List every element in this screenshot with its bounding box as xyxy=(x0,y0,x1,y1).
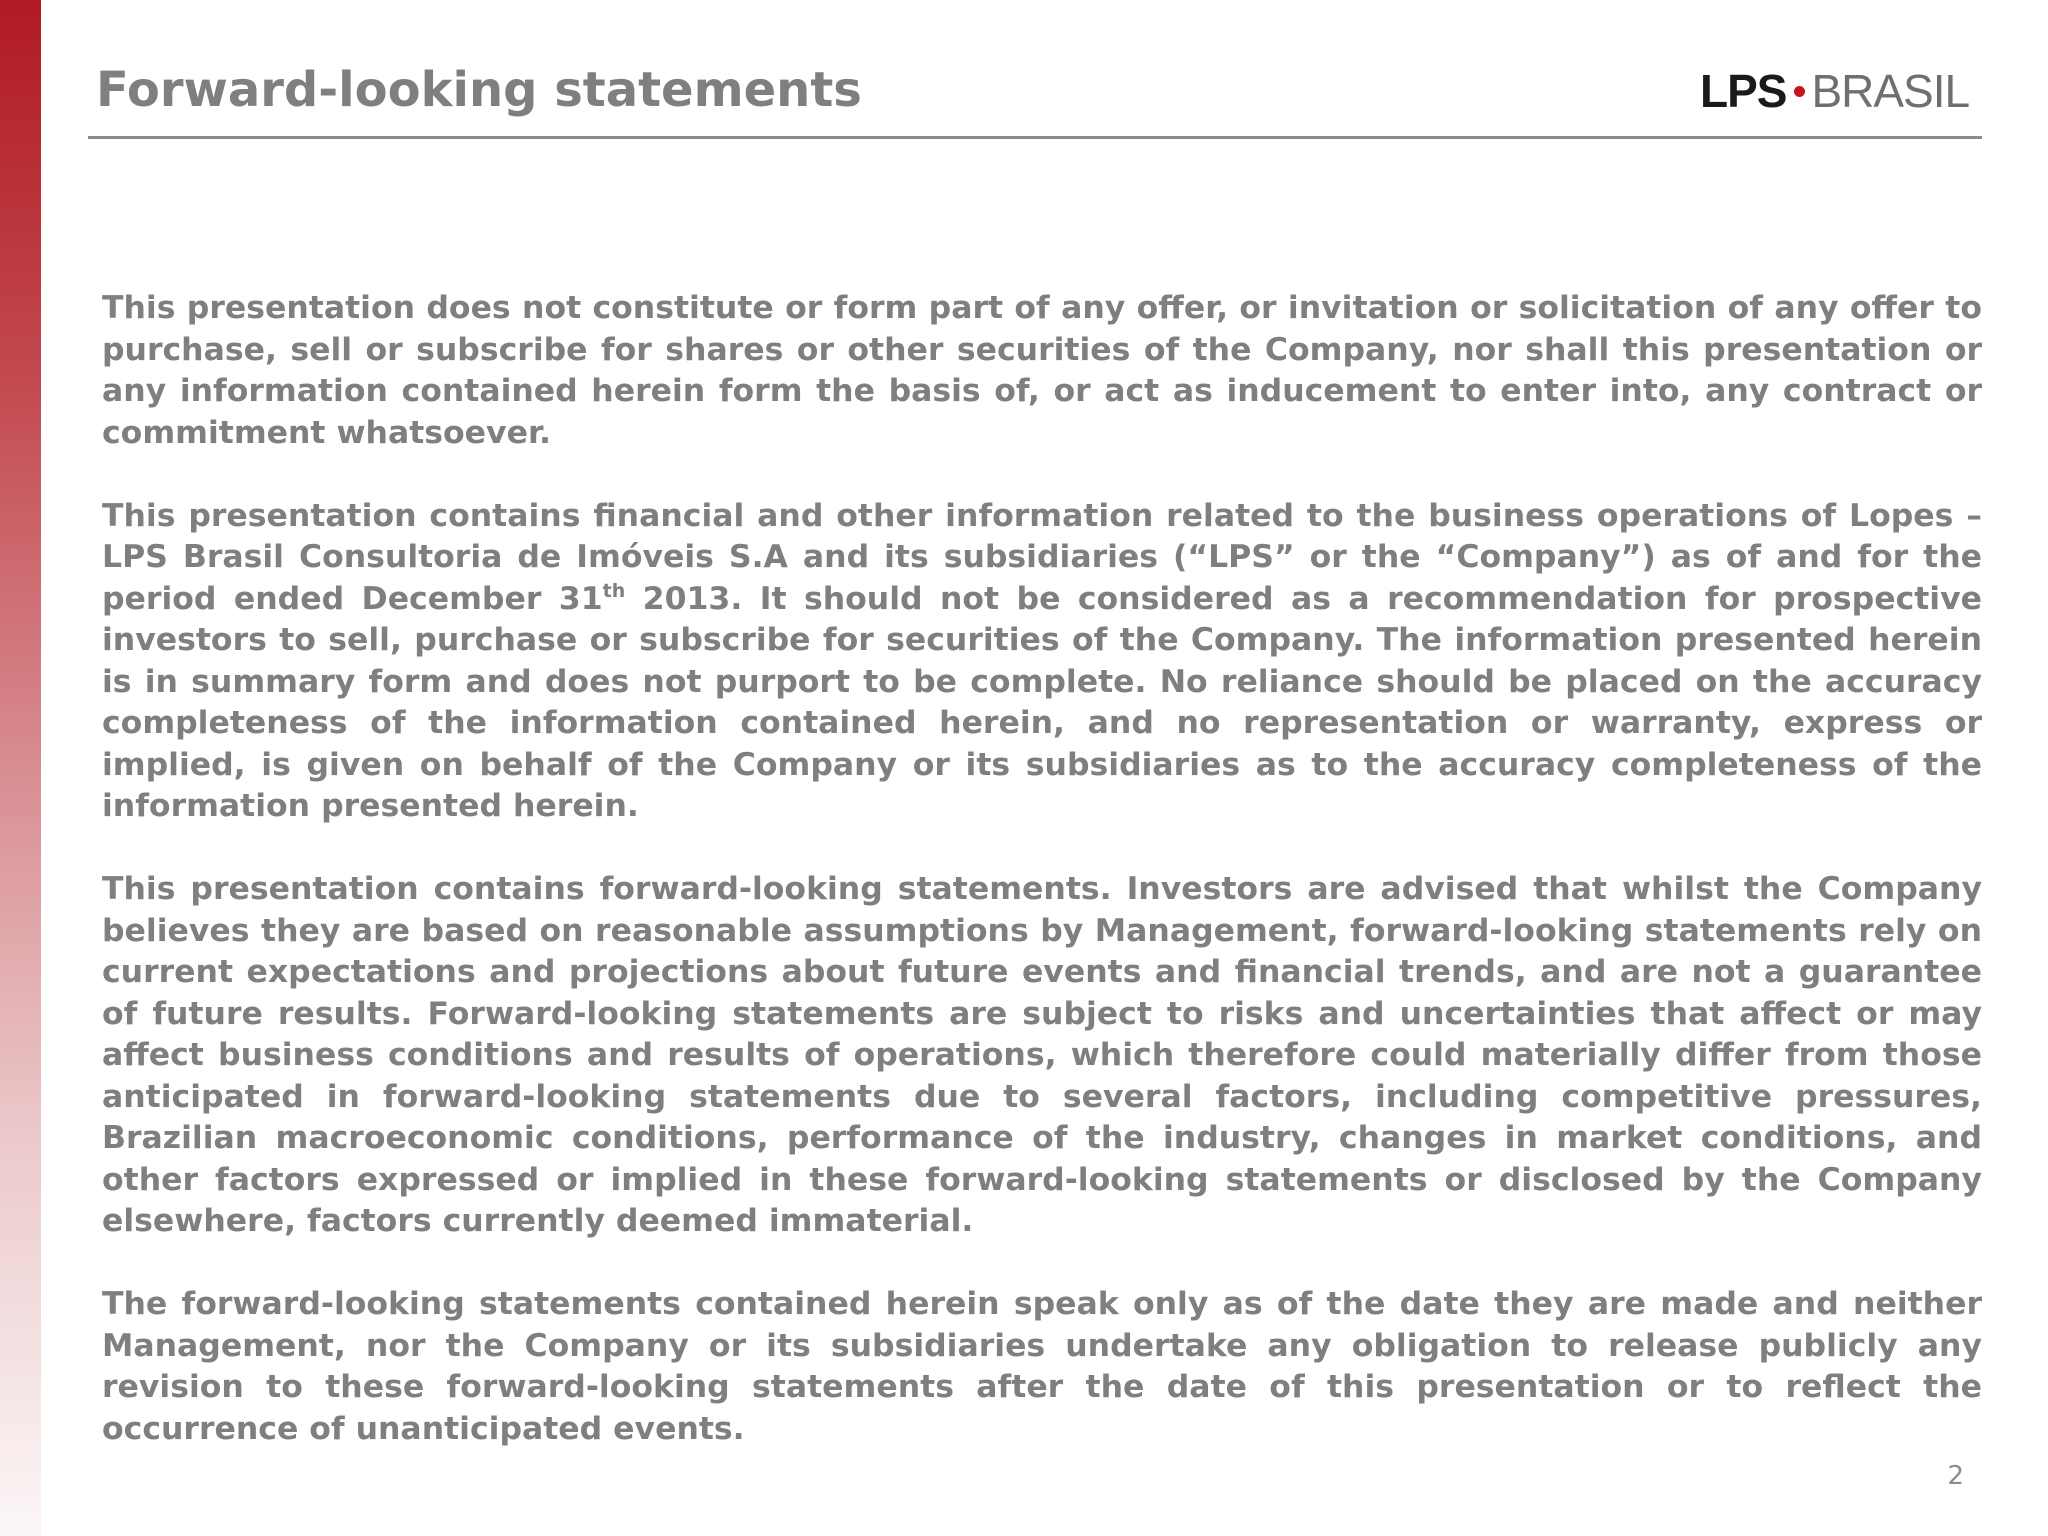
paragraph-financial-information-start: This presentation contains financial and other information related to the business operations of Lopes –LPS Brasil Consultoria de Imóveis S.A and its subsidiaries (“LPS” or the “Company”) as of and for the period ended December 31 xyxy=(102,497,1982,617)
company-logo xyxy=(1700,66,1969,116)
side-accent-bar xyxy=(0,0,41,1536)
paragraph-financial-information-end: 2013. It should not be considered as a recommendation for prospective investors to sell, purchase or subscribe for securities of the Company. The information presented herein is in summary form and does not purport to be complete. No reliance should be placed on the accuracy completeness of the information contained herein, and no representation or warranty, express or implied, is given on behalf of the Company or its subsidiaries as to the accuracy completeness of the information presented herein. xyxy=(102,580,1982,824)
paragraph-forward-looking: This presentation contains forward-looking statements. Investors are advised that whilst the Company believes they are based on reasonable assumptions by Management, forward-looking statements rely on current expectations and projections about future events and financial trends, and are not a guarantee of future results. Forward-looking statements are subject to risks and uncertainties that affect or may affect business conditions and results of operations, which therefore could materially differ from those anticipated in forward-looking statements due to several factors, including competitive pressures, Brazilian macroeconomic conditions, performance of the industry, changes in market conditions, and other factors expressed or implied in these forward-looking statements or disclosed by the Company elsewhere, factors currently deemed immaterial. xyxy=(102,871,1982,1239)
logo-brasil-text: BRASIL xyxy=(1811,65,1970,117)
ordinal-suffix: th xyxy=(602,579,626,602)
paragraph-financial-information xyxy=(102,496,1982,828)
title-divider xyxy=(88,136,1982,139)
page-title: Forward-looking statements xyxy=(96,62,862,118)
paragraph-offer: This presentation does not constitute or form part of any offer, or invitation or solicitation of any offer to purchase, sell or subscribe for shares or other securities of the Company, nor shall this presentation or any information contained herein form the basis of, or act as inducement to enter into, any contract or commitment whatsoever. xyxy=(102,290,1982,451)
logo-dot-icon xyxy=(1794,86,1805,97)
logo-lps-text: LPS xyxy=(1700,65,1787,117)
paragraph-no-obligation: The forward-looking statements contained herein speak only as of the date they are made and neither Management, nor the Company or its subsidiaries undertake any obligation to release publicly any revision to these forward-looking statements after the date of this presentation or to reflect the occurrence of unanticipated events. xyxy=(102,1286,1982,1447)
disclaimer-body xyxy=(102,288,1982,1450)
page-number: 2 xyxy=(1947,1461,1964,1491)
